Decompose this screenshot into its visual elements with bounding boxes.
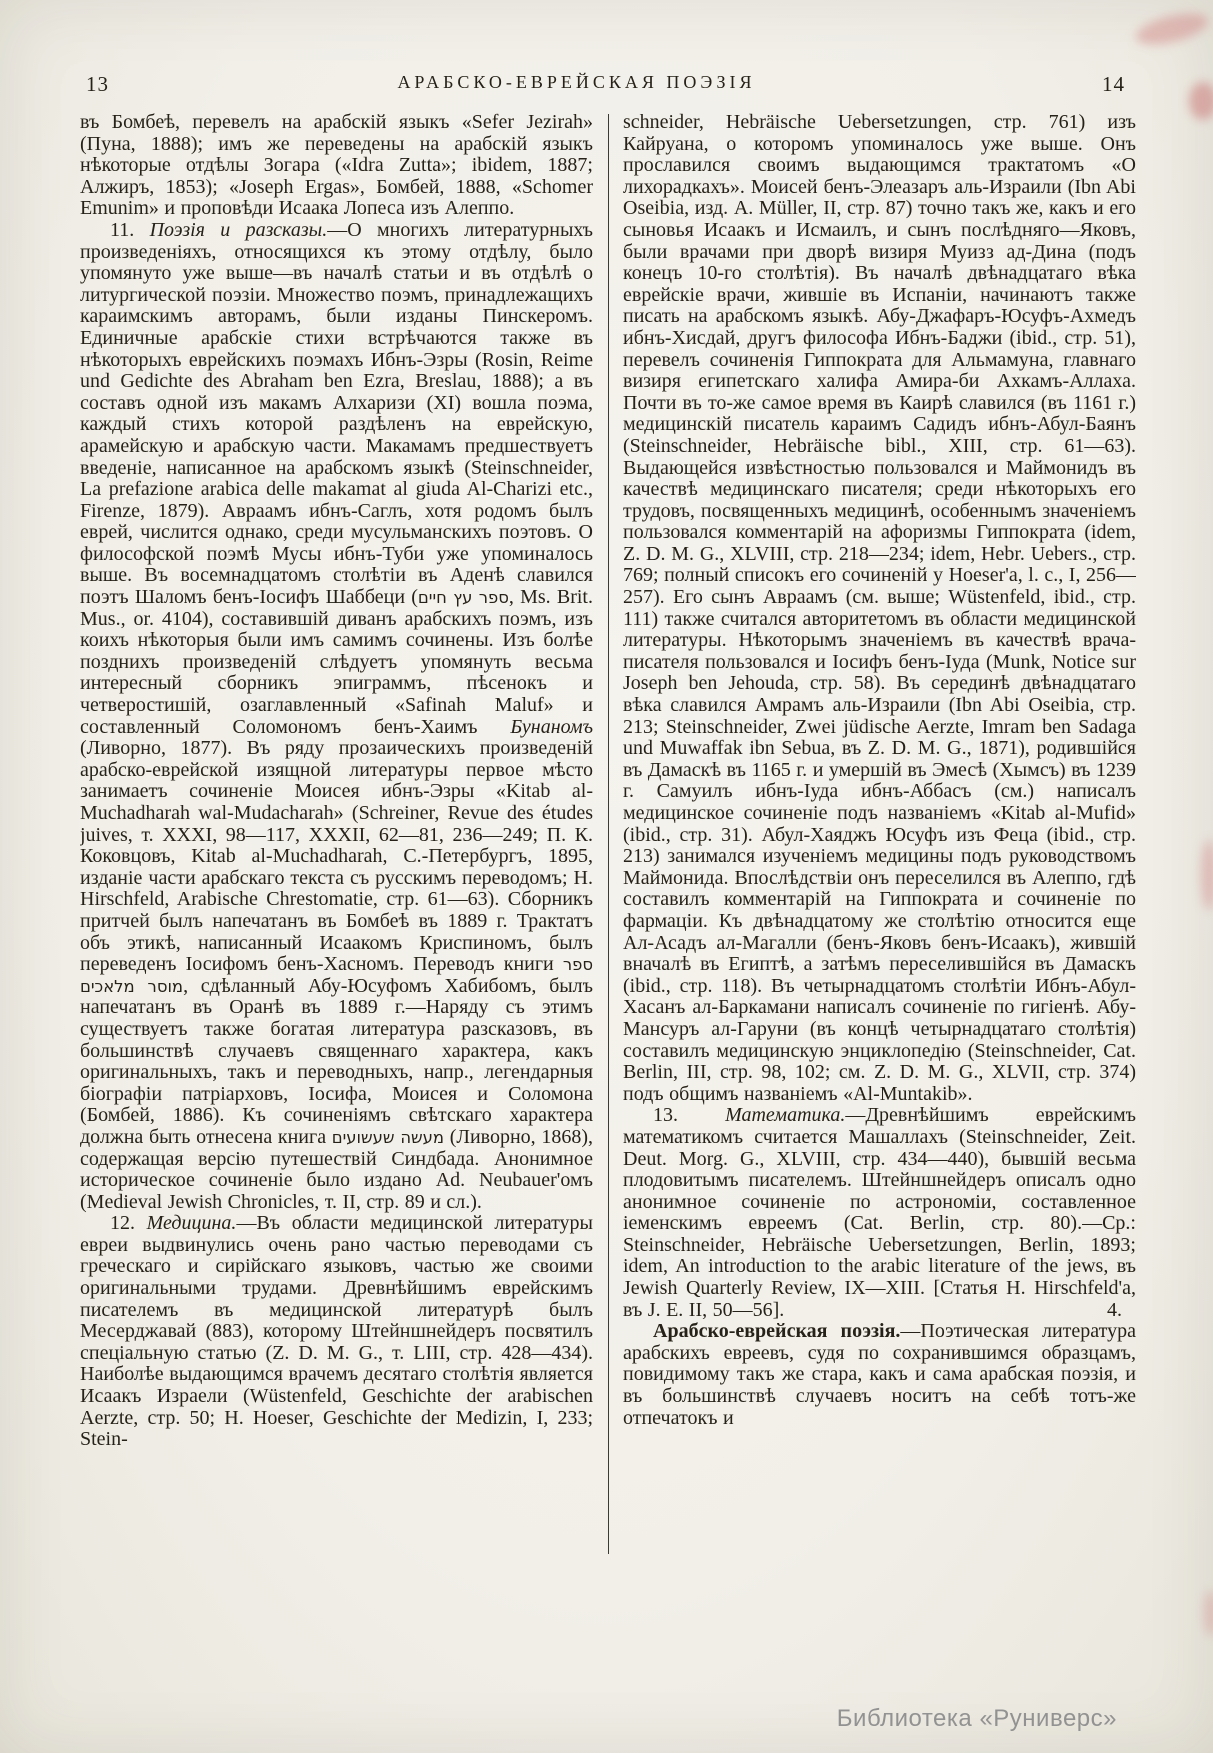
paragraph [623, 1321, 1136, 1429]
text-segment: , Ms. Brit. Mus., or. 4104), составившій диванъ арабскихъ поэмъ, изъ коихъ нѣкоторыя были имъ самимъ сочинены. Изъ болѣе позднихъ произведеній слѣдуетъ упомянуть весьма интересный сборникъ эпиграммъ, пѣсенокъ и четверостишій, озаглавленный «Safinah Maluf» и составленный Соломономъ бенъ-Хаимъ [80, 586, 593, 738]
text-segment: 12. [110, 1212, 147, 1235]
watermark: Библиотека «Руниверс» [836, 1705, 1117, 1732]
scan-stain [1133, 7, 1211, 50]
left-column [80, 112, 593, 1560]
paragraph [80, 220, 593, 1213]
text-segment: —Древнѣйшимъ еврейскимъ математикомъ считается Машаллахъ (Steinschneider, Zeit. Deut. Morg. G., XLVIII, стр. 434—440), бывшій весьма плодовитымъ писателемъ. Штейншнейдеръ описалъ одно анонимное сочиненіе по астрономіи, составленное іеменскимъ евреемъ (Cat. Berlin, стр. 80).—Ср.: Steinschneider, Hebräische Uebersetzungen, Berlin, 1893; idem, An introduction to the arabic literature of the jews, въ Jewish Quarterly Review, IX—XIII. [Статья H. Hirschfeld'a, въ J. E. II, 50—56]. [623, 1104, 1136, 1321]
text-segment: (Ливорно, 1868), содержащая версію путешествій Синдбада. Анонимное историческое сочиненіе было издано Ad. Neubauer'омъ (Medieval Jewish Chronicles, т. II, стр. 89 и сл.). [80, 1125, 593, 1213]
text-segment: schneider, Hebräische Uebersetzungen, стр. 761) изъ Кайруана, о которомъ упоминалось уже выше. Онъ прославился своимъ выдающимся трактатомъ «О лихорадкахъ». Моисей бенъ-Элеазаръ аль-Израили (Ibn Abi Oseibia, изд. A. Müller, II, стр. 87) точно такъ же, какъ и его сыновья Исаакъ и Исмаилъ, и сынъ послѣдняго—Яковъ, были врачами при дворѣ визиря Муизз ад-Дина (подъ конецъ 10-го столѣтія). Въ началѣ двѣнадцатаго вѣка еврейскіе врачи, жившіе въ Испаніи, начинаютъ также писать на арабскомъ языкѣ. Абу-Джафаръ-Юсуфъ-Ахмедъ ибнъ-Хисдай, другъ философа Ибнъ-Баджи (ibid., стр. 51), перевелъ сочиненія Гиппократа для Альмамуна, главнаго визиря египетскаго халифа Амира-би Ахкамъ-Аллаха. Почти въ то-же самое время въ Каирѣ славился (въ 1161 г.) медицинскій писатель караимъ Садидъ ибнъ-Абул-Баянъ (Steinschneider, Hebräische bibl., XIII, стр. 61—63). Выдающейся извѣстностью пользовался и Маймонидъ въ качествѣ медицинскаго писателя; среди нѣкоторыхъ его трудовъ, посвященныхъ медицинѣ, особеннымъ значеніемъ пользовался комментарій на афоризмы Гиппократа (idem, Z. D. M. G., XLVIII, стр. 218—234; idem, Hebr. Uebers., стр. 769; полный списокъ его сочиненій у Hoeser'a, l. c., I, 256—257). Его сынъ Авраамъ (см. выше; Wüstenfeld, ibid., стр. 111) также считался авторитетомъ въ области медицинской литературы. Нѣкоторымъ значеніемъ въ качествѣ врача-писателя пользовался и Іосифъ бенъ-Іуда (Munk, Notice sur Joseph ben Jehouda, стр. 58). Въ серединѣ двѣнадцатаго вѣка славился Амрамъ аль-Израили (Ibn Abi Oseibia, стр. 213; Steinschneider, Zwei jüdische Aerzte, Imram ben Sadaga und Muwaffak ibn Sebua, въ Z. D. M. G., 1871), родившійся въ Дамаскѣ въ 1165 г. и умершій въ Эмесѣ (Хымсъ) въ 1239 г. Самуилъ ибнъ-Іуда ибнъ-Аббасъ (см.) написалъ медицинское сочиненіе подъ названіемъ «Kitab al-Mufid» (ibid., стр. 31). Абул-Хаяджъ Юсуфъ изъ Феца (ibid., стр. 213) занимался изученіемъ медицины подъ руководствомъ Маймонида. Впослѣдствіи онъ переселился въ Алеппо, гдѣ составилъ комментарій на Гиппократа и сочиненіе по фармаціи. Къ двѣнадцатому же столѣтію относится еще Ал-Асадъ ал-Магалли (бенъ-Яковъ бенъ-Исаакъ), жившій вначалѣ въ Египтѣ, а затѣмъ переселившійся въ Дамаскъ (ibid., стр. 118). Въ четырнадцатомъ столѣтіи Ибнъ-Абул-Хасанъ ал-Баркамани написалъ сочиненіе по гигіенѣ. Абу-Мансуръ ал-Гаруни (въ концѣ четырнадцатаго столѣтія) составилъ медицинскую энциклопедію (Steinschneider, Cat. Berlin, III, стр. 98, 102; см. Z. D. M. G., XLVII, стр. 374) подъ общимъ названіемъ «Al-Muntakib». [623, 112, 1136, 1105]
scan-stain [1201, 840, 1213, 910]
text-segment: —Въ области медицинской литературы евреи выдвинулись очень рано частью переводами съ греческаго и сирійскаго языковъ, частью же своими оригинальными трудами. Древнѣйшимъ еврейскимъ писателемъ въ медицинской литературѣ былъ Месерджавай (883), которому Штейншнейдеръ посвятилъ спеціальную статью (Z. D. M. G., т. LIII, стр. 428—434). Наиболѣе выдающимся врачемъ десятаго столѣтія является Исаакъ Израели (Wüstenfeld, Geschichte der arabischen Aerzte, стр. 50; H. Hoeser, Geschichte der Medizin, I, 233; Stein- [80, 1212, 593, 1451]
text-segment: Бунаномъ [510, 715, 593, 738]
page-number-right: 14 [1102, 72, 1125, 96]
text-segment: —Поэтическая литература арабскихъ евреевъ, судя по сохранившимся образцамъ, повидимому такъ же стара, какъ и сама арабская поэзія, и въ большинствѣ случаевъ носитъ на себѣ тотъ-же отпечатокъ и [623, 1320, 1136, 1429]
paragraph [80, 112, 593, 220]
text-segment: Поэзія и разсказы. [149, 218, 328, 241]
text-block [80, 112, 1136, 1560]
column-divider [608, 114, 609, 1554]
text-segment: 11. [110, 218, 150, 241]
right-column [623, 112, 1136, 1560]
text-segment: , сдѣланный Абу-Юсуфомъ Хабибомъ, былъ напечатанъ въ Оранѣ въ 1889 г.—Наряду съ этимъ существуетъ также богатая литература разсказовъ, въ большинствѣ случаевъ священнаго характера, какъ оригинальныхъ, такъ и переводныхъ, напр., легендарныя біографіи патріарховъ, Іосифа, Моисея и Соломона (Бомбей, 1886). Къ сочиненіямъ свѣтскаго характера должна быть отнесена книга [80, 974, 593, 1148]
hebrew-text: ספר מוסר מלאכים [80, 955, 593, 996]
running-header [82, 72, 1131, 100]
text-segment: 4. [1107, 1298, 1122, 1321]
text-segment: Математика. [725, 1104, 846, 1127]
hebrew-text: מעשה שעשועים [331, 1127, 445, 1147]
text-segment: въ Бомбеѣ, перевелъ на арабскій языкъ «Sefer Jezirah» (Пуна, 1888); имъ же переведены на арабскій языкъ нѣкоторые отдѣлы Зогара («Idra Zutta»; ibidem, 1887; Алжиръ, 1853); «Joseph Ergas», Бомбей, 1888, «Schomer Emunim» и проповѣди Исаака Лопеса изъ Алеппо. [80, 112, 593, 220]
paragraph [623, 112, 1136, 1105]
text-segment: Медицина. [146, 1212, 237, 1235]
text-segment: Арабско-еврейская поэзія. [653, 1320, 901, 1343]
text-segment: (Ливорно, 1877). Въ ряду прозаическихъ произведеній арабско-еврейской изящной литературы первое мѣсто занимаетъ сочиненіе Моисея ибнъ-Эзры «Kitab al-Muchadharah wal-Mudacharah» (Schreiner, Revue des études juives, т. XXXI, 98—117, XXXII, 62—81, 236—249; П. К. Коковцовъ, Kitab al-Muchadharah, С.-Петербургъ, 1895, изданіе части арабскаго текста съ русскимъ переводомъ; H. Hirschfeld, Arabische Chrestomatie, стр. 61—63). Сборникъ притчей былъ напечатанъ въ Бомбеѣ въ 1889 г. Трактатъ объ этикѣ, написанный Исаакомъ Криспиномъ, былъ переведенъ Іосифомъ бенъ-Хасномъ. Переводъ книги [80, 737, 593, 976]
scan-stain [1204, 1590, 1213, 1636]
page-number-left: 13 [86, 72, 109, 96]
text-segment: —О многихъ литературныхъ произведеніяхъ, относящихся къ этому отдѣлу, было упомянуто уже выше—въ началѣ статьи и въ отдѣлѣ о литургической поэзіи. Множество поэмъ, принадлежащихъ караимскимъ авторамъ, были изданы Пинскеромъ. Единичные арабскіе стихи встрѣчаются также въ нѣкоторыхъ еврейскихъ поэмахъ Ибнъ-Эзры (Rosin, Reime und Gedichte des Abraham ben Ezra, Breslau, 1888); а въ составъ одной изъ макамъ Алхаризи (XI) вошла поэма, каждый стихъ которой раздѣленъ на еврейскую, арамейскую и арабскую части. Макамамъ предшествуетъ введеніе, написанное на арабскомъ языкѣ (Steinschneider, La prefazione arabica delle makamat al giuda Al-Charizi etc., Firenze, 1879). Авраамъ ибнъ-Саглъ, хотя родомъ былъ еврей, числится однако, среди мусульманскихъ поэтовъ. О философской поэмѣ Мусы ибнъ-Туби уже упоминалось выше. Въ восемнадцатомъ столѣтіи въ Аденѣ славился поэтъ Шаломъ бенъ-Іосифъ Шаббеци ( [80, 218, 593, 609]
paragraph [623, 1105, 1136, 1321]
hebrew-text: ספר עץ חיים [417, 588, 509, 608]
page-header-title: АРАБСКО-ЕВРЕЙСКАЯ ПОЭЗІЯ [397, 72, 756, 92]
text-segment: 13. [653, 1104, 726, 1127]
scan-stain [1189, 82, 1213, 120]
paragraph [80, 1213, 593, 1451]
